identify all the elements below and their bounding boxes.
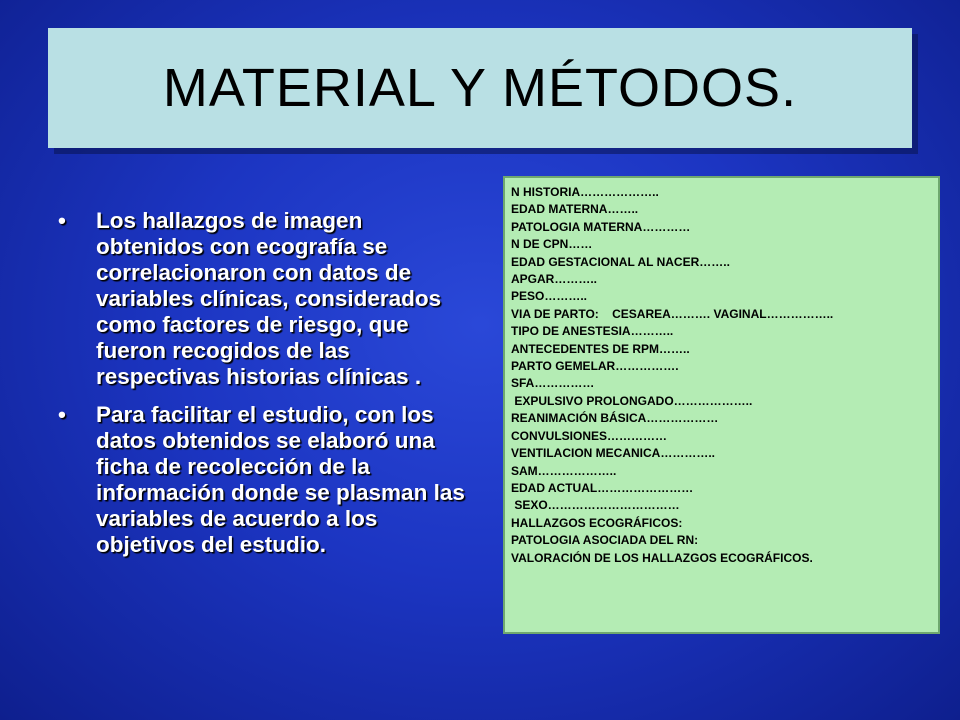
form-field: PARTO GEMELAR…………….: [511, 359, 679, 374]
form-field: CONVULSIONES……………: [511, 428, 668, 443]
form-field: ANTECEDENTES DE RPM……..: [511, 341, 690, 356]
bullet-marker: •: [58, 402, 66, 427]
bullet-item: [58, 208, 470, 390]
form-field: SAM………………..: [511, 463, 617, 478]
form-field: PESO………..: [511, 289, 588, 304]
form-field: VALORACIÓN DE LOS HALLAZGOS ECOGRÁFICOS.: [511, 550, 813, 565]
form-field: EDAD ACTUAL……………………: [511, 480, 694, 495]
form-field: EDAD MATERNA……..: [511, 202, 639, 217]
bullet-list: [58, 208, 470, 570]
bullet-item: [58, 402, 470, 558]
form-field: EXPULSIVO PROLONGADO………………..: [511, 393, 753, 408]
form-field: PATOLOGIA ASOCIADA DEL RN:: [511, 533, 699, 548]
slide-title: MATERIAL Y MÉTODOS.: [162, 58, 798, 118]
bullet-text: Los hallazgos de imagen obtenidos con ecografía se correlacionaron con datos de variables clínicas, considerados como factores de riesgo, que fueron recogidos de las respectivas historias clínicas .: [96, 208, 442, 389]
form-field: SFA……………: [511, 376, 595, 391]
bullet-text: Para facilitar el estudio, con los datos obtenidos se elaboró una ficha de recolección de la información donde se plasman las variables de acuerdo a los objetivos del estudio.: [96, 402, 465, 557]
form-field: VENTILACION MECANICA…………..: [511, 446, 715, 461]
form-field: N DE CPN……: [511, 237, 593, 252]
form-field: VIA DE PARTO: CESAREA………. VAGINAL……………..: [511, 306, 834, 321]
title-box: [48, 28, 912, 148]
form-field: PATOLOGIA MATERNA…………: [511, 219, 691, 234]
form-field: EDAD GESTACIONAL AL NACER……..: [511, 254, 730, 269]
data-collection-form: [503, 176, 940, 634]
form-field: TIPO DE ANESTESIA………..: [511, 324, 674, 339]
form-field: N HISTORIA………………..: [511, 185, 659, 199]
form-field: REANIMACIÓN BÁSICA………………: [511, 411, 719, 426]
bullet-marker: •: [58, 208, 66, 233]
form-field: HALLAZGOS ECOGRÁFICOS:: [511, 515, 683, 530]
form-field: SEXO……………………………: [511, 498, 680, 513]
form-field: APGAR………..: [511, 272, 598, 287]
